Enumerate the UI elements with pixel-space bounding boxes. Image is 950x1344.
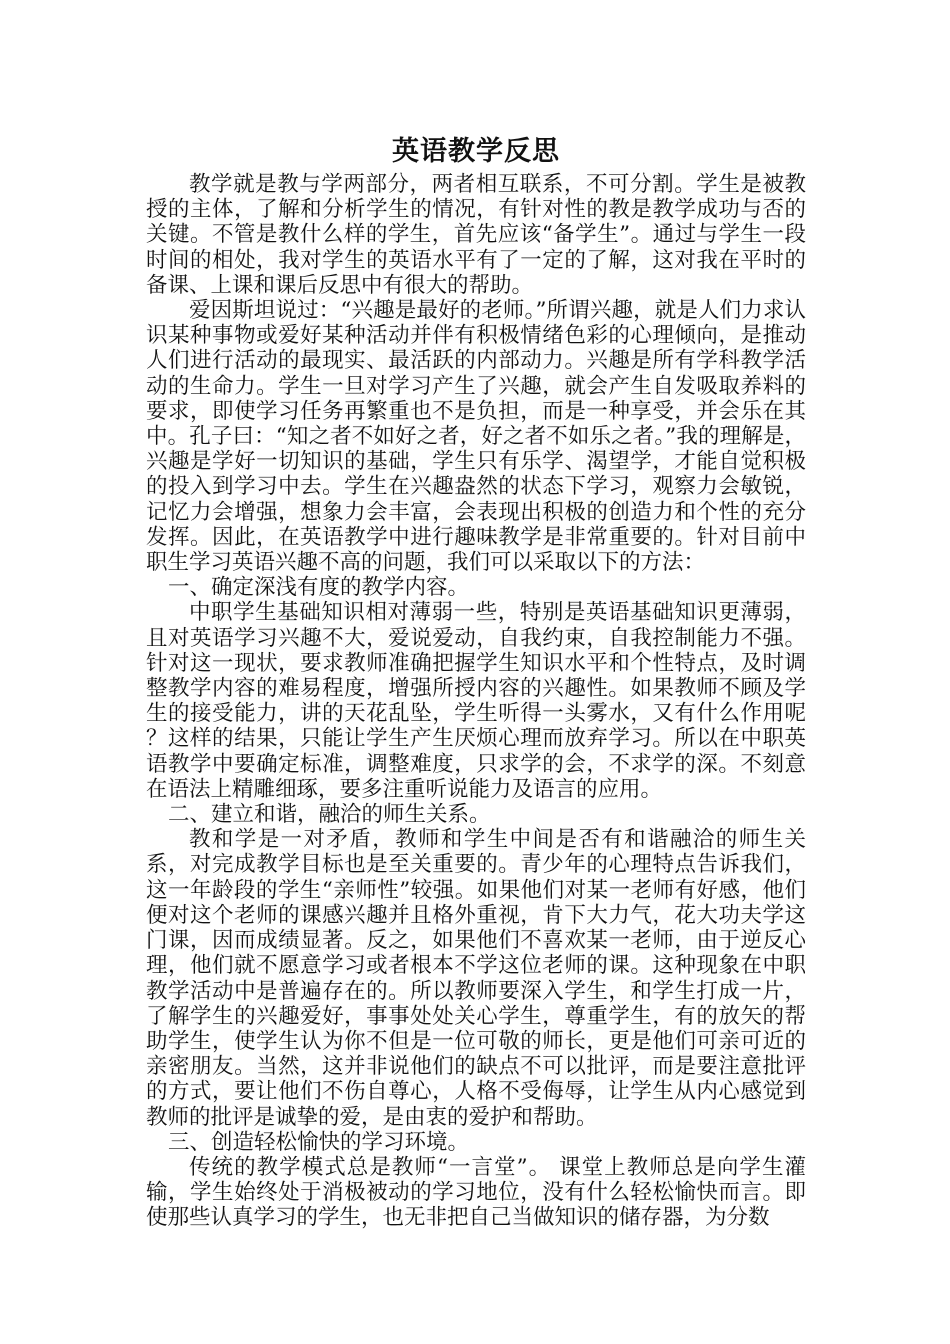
section-heading-1: 一、确定深浅有度的教学内容。 bbox=[168, 575, 470, 601]
section-heading-2: 二、建立和谐，融洽的师生关系。 bbox=[168, 802, 491, 828]
paragraph-intro: 教学就是教与学两部分，两者相互联系，不可分割。学生是被教授的主体，了解和分析学生的情况，有针对性的教是教学成功与否的关键。不管是教什么样的学生，首先应该“备学生”。通过与学生一段时间的相处，我对学生的英语水平有了一定的了解，这对我在平时的备课、上课和课后反思中有很大的帮助。 bbox=[146, 172, 806, 298]
section-heading-3: 三、创造轻松愉快的学习环境。 bbox=[168, 1129, 470, 1155]
paragraph-interest: 爱因斯坦说过：“兴趣是最好的老师。”所谓兴趣，就是人们力求认识某种事物或爱好某种活动并伴有积极情绪色彩的心理倾向，是推动人们进行活动的最现实、最活跃的内部动力。兴趣是所有学科教学活动的生命力。学生一旦对学习产生了兴趣，就会产生自发吸取养料的要求，即使学习任务再繁重也不是负担，而是一种享受，并会乐在其中。孔子曰：“知之者不如好之者，好之者不如乐之者。”我的理解是，兴趣是学好一切知识的基础，学生只有乐学、渴望学，才能自觉积极的投入到学习中去。学生在兴趣盎然的状态下学习，观察力会敏锐，记忆力会增强，想象力会丰富，会表现出积极的创造力和个性的充分发挥。因此，在英语教学中进行趣味教学是非常重要的。针对目前中职生学习英语兴趣不高的问题，我们可以采取以下的方法： bbox=[146, 298, 806, 576]
paragraph-section-1: 中职学生基础知识相对薄弱一些，特别是英语基础知识更薄弱，且对英语学习兴趣不大，爱说爱动，自我约束，自我控制能力不强。针对这一现状，要求教师准确把握学生知识水平和个性特点，及时调整教学内容的难易程度，增强所授内容的兴趣性。如果教师不顾及学生的接受能力，讲的天花乱坠，学生听得一头雾水，又有什么作用呢 ？这样的结果，只能让学生产生厌烦心理而放弃学习。所以在中职英语教学中要确定标准，调整难度，只求学的会，不求学的深。不刻意在语法上精雕细琢，要多注重听说能力及语言的应用。 bbox=[146, 600, 806, 802]
paragraph-section-2: 教和学是一对矛盾，教师和学生中间是否有和谐融洽的师生关系，对完成教学目标也是至关重要的。青少年的心理特点告诉我们，这一年龄段的学生“亲师性”较强。如果他们对某一老师有好感，他们便对这个老师的课感兴趣并且格外重视，肯下大力气，花大功夫学这门课，因而成绩显著。反之，如果他们不喜欢某一老师，由于逆反心理，他们就不愿意学习或者根本不学这位老师的课。这种现象在中职教学活动中是普遍存在的。所以教师要深入学生，和学生打成一片，了解学生的兴趣爱好，事事处处关心学生，尊重学生，有的放矢的帮助学生，使学生认为你不但是一位可敬的师长，更是他们可亲可近的亲密朋友。当然，这并非说他们的缺点不可以批评，而是要注意批评的方式，要让他们不伤自尊心，人格不受侮辱，让学生从内心感觉到教师的批评是诚挚的爱，是由衷的爱护和帮助。 bbox=[146, 827, 806, 1130]
document-title: 英语教学反思 bbox=[392, 136, 560, 167]
document-body bbox=[146, 132, 806, 1231]
paragraph-section-3: 传统的教学模式总是教师“一言堂”。 课堂上教师总是向学生灌输，学生始终处于消极被动的学习地位，没有什么轻松愉快而言。即使那些认真学习的学生，也无非把自己当做知识的储存器，为分数 bbox=[146, 1154, 806, 1231]
